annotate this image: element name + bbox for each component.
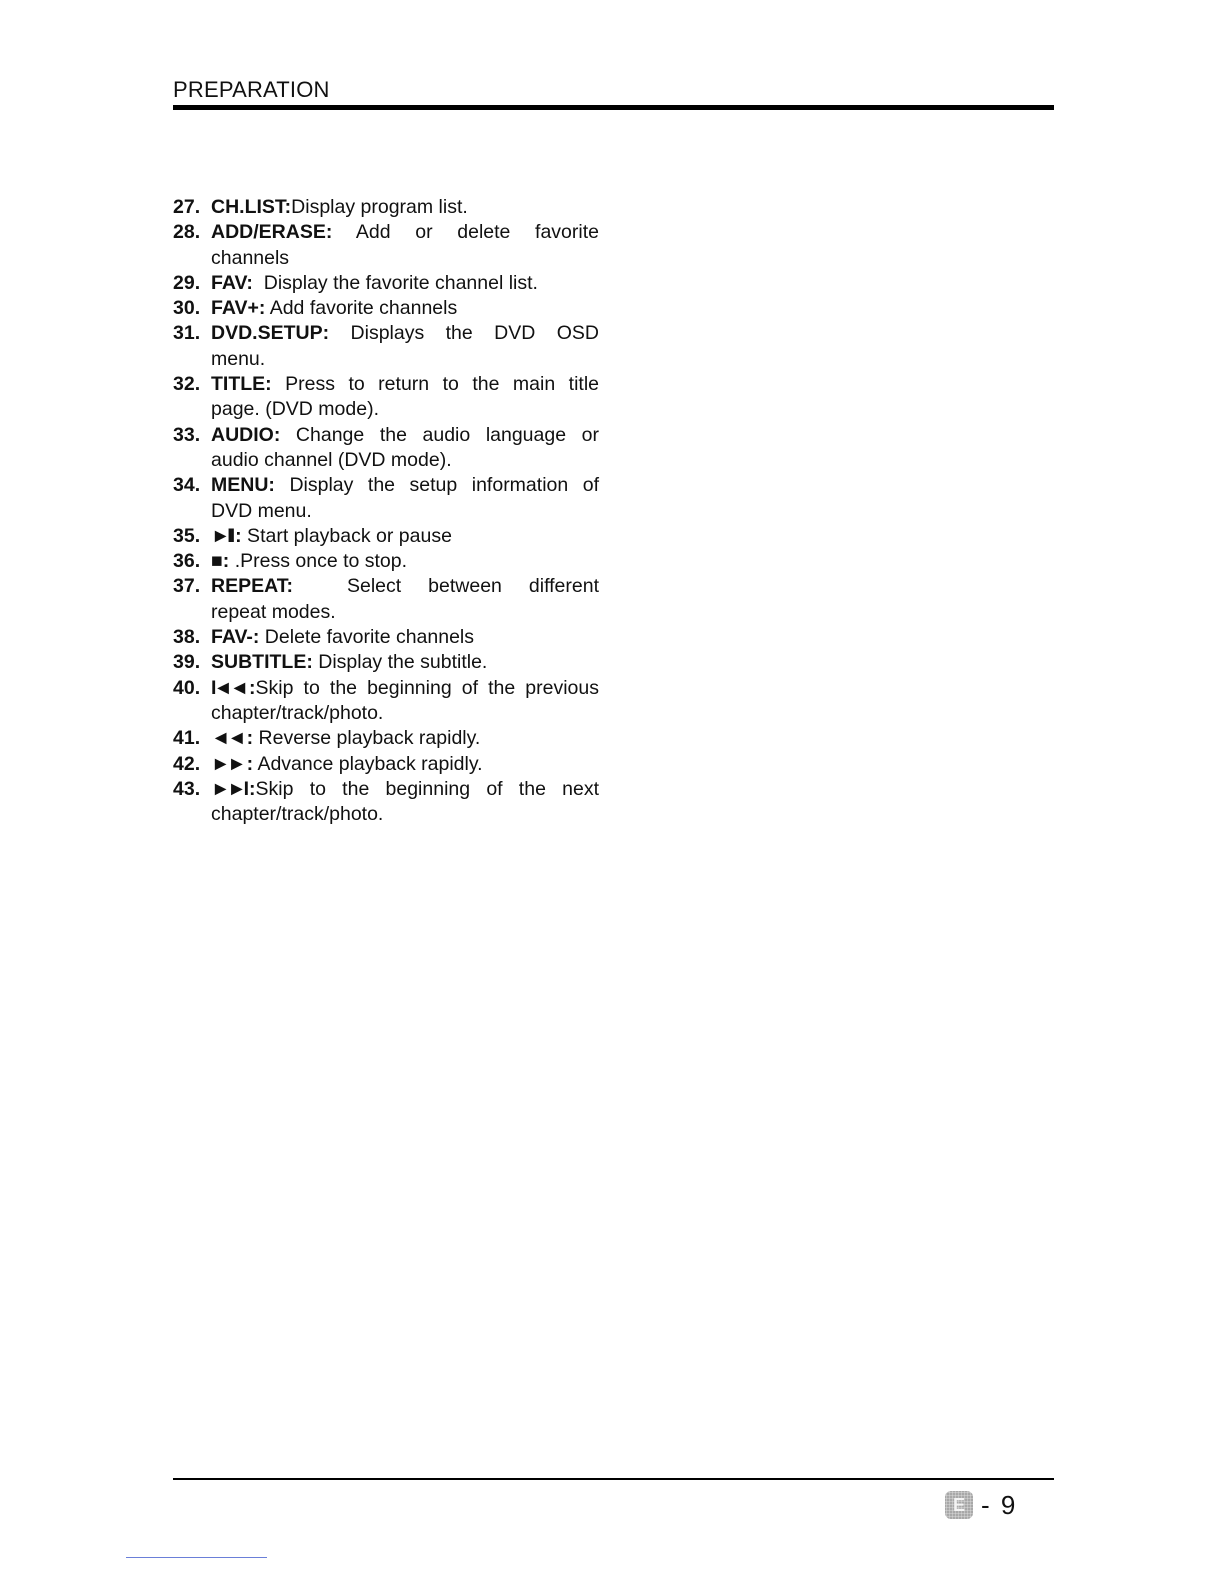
item-key-label	[211, 651, 313, 673]
item-line	[211, 752, 599, 777]
item-number: 30.	[173, 297, 201, 320]
item-key-text: REPEAT:	[211, 575, 293, 598]
item-line	[211, 524, 599, 549]
item-key-text: :	[246, 727, 254, 750]
item-key-label	[211, 272, 253, 294]
section-header	[173, 76, 1054, 110]
item-number: 28.	[173, 221, 201, 244]
item-key-text: :	[235, 524, 242, 547]
item-line	[211, 625, 599, 650]
item-number: 38.	[173, 626, 201, 649]
item-description: Display the subtitle.	[312, 651, 488, 674]
button-symbol-icon: I◄◄	[211, 676, 247, 699]
item-description: Select between different	[292, 575, 599, 598]
item-number: 34.	[173, 474, 201, 497]
item-line	[211, 473, 599, 498]
item-number: 31.	[173, 322, 201, 345]
item-key-text: FAV:	[211, 271, 253, 294]
list-item	[173, 473, 599, 524]
page-number: - 9	[981, 1489, 1018, 1520]
item-description-continued: channels	[211, 246, 290, 269]
item-key-label	[211, 778, 256, 800]
item-line	[211, 777, 599, 802]
list-item	[173, 777, 599, 828]
item-number: 36.	[173, 550, 201, 573]
item-key-label	[211, 677, 256, 699]
list-item	[173, 271, 599, 296]
list-item	[173, 549, 599, 574]
item-description: Display the setup information of	[274, 474, 599, 497]
item-key-label	[211, 221, 332, 243]
list-item	[173, 321, 599, 372]
item-key-text: :	[249, 777, 256, 800]
item-description-continued: audio channel (DVD mode).	[211, 448, 452, 471]
item-key-label	[211, 196, 291, 218]
item-description-continued: menu.	[211, 347, 266, 370]
item-number: 32.	[173, 373, 201, 396]
list-item	[173, 650, 599, 675]
item-description: .Press once to stop.	[229, 550, 408, 573]
item-line	[211, 296, 599, 321]
english-language-icon: E	[945, 1491, 973, 1519]
item-description: Change the audio language or	[280, 423, 599, 446]
item-description: Skip to the beginning of the previous	[255, 676, 599, 699]
item-key-label	[211, 474, 275, 496]
item-key-label	[211, 373, 272, 395]
item-number: 41.	[173, 727, 201, 750]
item-description-continued: DVD menu.	[211, 499, 312, 522]
item-key-label	[211, 322, 329, 344]
list-item	[173, 625, 599, 650]
item-key-text: MENU:	[211, 474, 275, 497]
item-line	[211, 726, 599, 751]
item-description: Advance playback rapidly.	[253, 752, 483, 775]
remote-button-list	[173, 195, 599, 827]
item-description: Add favorite channels	[265, 297, 458, 320]
item-key-text: :	[222, 550, 230, 573]
item-line	[211, 372, 599, 397]
item-line	[211, 321, 599, 346]
item-key-text: AUDIO:	[211, 423, 281, 446]
item-line	[211, 676, 599, 701]
item-description: Delete favorite channels	[259, 626, 475, 649]
item-number: 29.	[173, 271, 201, 294]
item-key-text: FAV-:	[211, 626, 260, 649]
bottom-link-rule	[126, 1557, 267, 1558]
button-symbol-icon: ►►I	[211, 777, 247, 800]
list-item	[173, 423, 599, 474]
item-description-continued: chapter/track/photo.	[211, 803, 384, 826]
item-number: 27.	[173, 196, 201, 218]
item-description: Skip to the beginning of the next	[255, 777, 599, 800]
item-description: Press to return to the main title	[271, 373, 599, 396]
item-description: Reverse playback rapidly.	[253, 727, 481, 750]
item-number: 35.	[173, 524, 201, 547]
item-key-label	[211, 550, 229, 572]
item-description: Add or delete favorite	[332, 221, 599, 244]
button-symbol-icon: ►►	[211, 752, 244, 775]
item-description-continued: page. (DVD mode).	[211, 398, 379, 421]
item-number: 37.	[173, 575, 201, 598]
footer-rule	[173, 1478, 1054, 1480]
item-description: Displays the DVD OSD	[329, 322, 599, 345]
section-title: PREPARATION	[173, 77, 330, 102]
item-number: 42.	[173, 752, 201, 775]
list-item	[173, 676, 599, 727]
item-number: 39.	[173, 651, 201, 674]
item-number: 40.	[173, 676, 201, 699]
item-key-label	[211, 424, 280, 446]
item-number: 33.	[173, 423, 201, 446]
list-item	[173, 726, 599, 751]
item-line	[211, 423, 599, 448]
item-key-text: CH.LIST:	[211, 196, 292, 218]
item-line	[211, 220, 599, 245]
page-number-mark	[945, 1488, 1017, 1522]
list-item	[173, 574, 599, 625]
item-key-label	[211, 727, 253, 749]
item-line	[211, 574, 599, 599]
item-key-text: DVD.SETUP:	[211, 322, 330, 345]
list-item	[173, 220, 599, 271]
item-key-label	[211, 525, 242, 547]
item-description: Display the favorite channel list.	[252, 271, 538, 294]
item-key-text: :	[246, 752, 254, 775]
item-key-label	[211, 753, 253, 775]
item-key-label	[211, 626, 259, 648]
button-symbol-icon: ◄◄	[211, 727, 244, 750]
item-key-label	[211, 297, 265, 319]
header-rule	[173, 105, 1054, 110]
item-line	[211, 195, 599, 220]
list-item	[173, 372, 599, 423]
button-symbol-icon: ►II	[211, 524, 233, 547]
item-description-continued: repeat modes.	[211, 600, 336, 623]
list-item	[173, 195, 599, 220]
list-item	[173, 524, 599, 549]
item-key-text: FAV+:	[211, 297, 266, 320]
item-line	[211, 271, 599, 296]
item-key-text: TITLE:	[211, 373, 272, 396]
item-key-label	[211, 575, 293, 597]
item-description: Display program list.	[291, 196, 468, 218]
item-line	[211, 650, 599, 675]
button-symbol-icon: ■	[211, 550, 220, 573]
item-key-text: ADD/ERASE:	[211, 221, 333, 244]
item-key-text: SUBTITLE:	[211, 651, 313, 674]
list-item	[173, 296, 599, 321]
item-line	[211, 549, 599, 574]
item-key-text: :	[249, 676, 256, 699]
item-number: 43.	[173, 777, 201, 800]
item-description: Start playback or pause	[241, 524, 452, 547]
item-description-continued: chapter/track/photo.	[211, 701, 384, 724]
list-item	[173, 752, 599, 777]
